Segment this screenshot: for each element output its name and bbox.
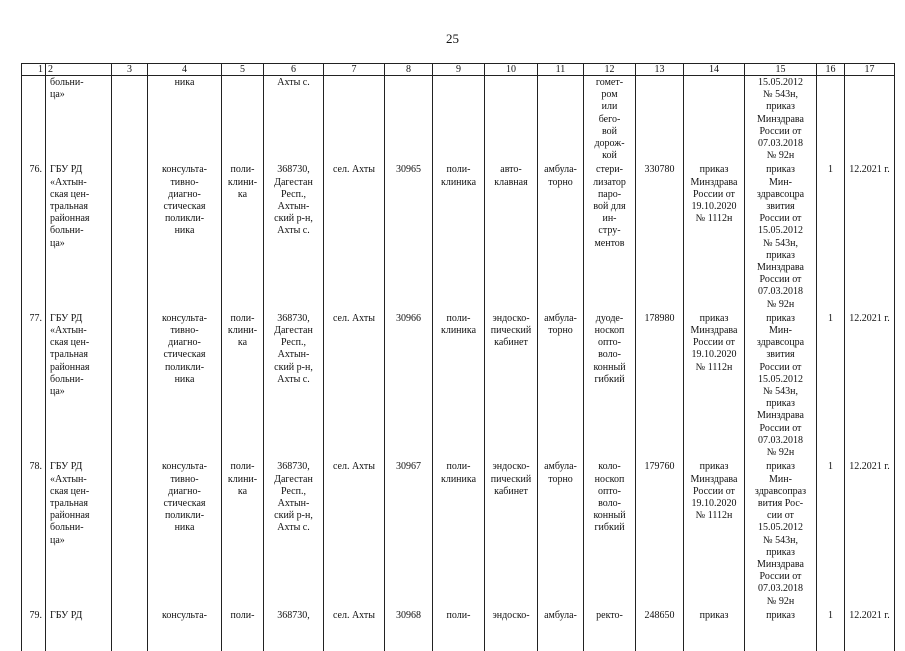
table-row-cell-14: приказ [684,609,745,651]
table-row [22,609,895,651]
table-row-cell-13: 330780 [636,163,684,311]
table-row-cell-4: консульта- тивно- диагно- стическая поликли- ника [148,312,222,460]
table-row-cell-17: 12.2021 г. [845,312,895,460]
table-row-cell-8: 30966 [385,312,433,460]
header-row-cell-4: 4 [148,64,222,76]
table-row-cell-8: 30967 [385,460,433,608]
table-row [22,163,895,311]
table-row-cell-9: поли- [433,609,485,651]
table-row-cell-1: 78. [22,460,46,608]
table-row-cell-7: сел. Ахты [324,609,385,651]
table-row-cell-16: 1 [817,609,845,651]
continuation-row-cell-17 [845,76,895,164]
header-row-cell-10: 10 [485,64,538,76]
table-row-cell-15: приказ Мин- здравсоцра звития России от 15.05.2012 № 543н, приказ Минздрава России от 07.03.2018 № 92н [745,163,817,311]
table-row-cell-11: амбула- торно [538,312,584,460]
continuation-row [22,76,895,164]
header-row-cell-16: 16 [817,64,845,76]
table-row-cell-16: 1 [817,312,845,460]
table-row-cell-1: 79. [22,609,46,651]
header-row-cell-8: 8 [385,64,433,76]
continuation-row-cell-12: гомет- ром или бего- вой дорож- кой [584,76,636,164]
header-row-cell-11: 11 [538,64,584,76]
table-row-cell-12: коло- носкоп опто- воло- конный гибкий [584,460,636,608]
table-row-cell-11: амбула- [538,609,584,651]
continuation-row-cell-9 [433,76,485,164]
table-row-cell-6: 368730, Дагестан Респ., Ахтын- ский р-н, Ахты с. [264,460,324,608]
header-row-cell-12: 12 [584,64,636,76]
table-row-cell-2: ГБУ РД «Ахтын- ская цен- тральная районная больни- ца» [46,163,112,311]
table-row-cell-13: 248650 [636,609,684,651]
continuation-row-cell-7 [324,76,385,164]
table-row-cell-17: 12.2021 г. [845,609,895,651]
header-row-cell-7: 7 [324,64,385,76]
table-row-cell-16: 1 [817,163,845,311]
table-row-cell-14: приказ Минздрава России от 19.10.2020 № 1112н [684,163,745,311]
header-row-cell-3: 3 [112,64,148,76]
table-row-cell-5: поли- клини- ка [222,163,264,311]
table-row-cell-4: консульта- тивно- диагно- стическая поликли- ника [148,163,222,311]
header-row-cell-1: 1 [22,64,46,76]
page-number: 25 [446,31,459,46]
continuation-row-cell-10 [485,76,538,164]
table-row-cell-14: приказ Минздрава России от 19.10.2020 № 1112н [684,312,745,460]
table-row-cell-11: амбула- торно [538,163,584,311]
table-row-cell-10: авто- клавная [485,163,538,311]
table-row-cell-1: 76. [22,163,46,311]
header-row-cell-14: 14 [684,64,745,76]
header-row-cell-2: 2 [46,64,112,76]
table-row-cell-15: приказ [745,609,817,651]
table-row-cell-10: эндоско- пический кабинет [485,460,538,608]
table-row-cell-15: приказ Мин- здравсопраз вития Рос- сии от 15.05.2012 № 543н, приказ Минздрава России от 07.03.2018 № 92н [745,460,817,608]
table-row-cell-6: 368730, [264,609,324,651]
continuation-row-cell-6: Ахты с. [264,76,324,164]
header-row-cell-6: 6 [264,64,324,76]
table-row-cell-4: консульта- [148,609,222,651]
table-row-cell-5: поли- клини- ка [222,460,264,608]
table-row-cell-4: консульта- тивно- диагно- стическая поликли- ника [148,460,222,608]
table-row-cell-15: приказ Мин- здравсоцра звития России от 15.05.2012 № 543н, приказ Минздрава России от 07.03.2018 № 92н [745,312,817,460]
table-row-cell-2: ГБУ РД «Ахтын- ская цен- тральная районная больни- ца» [46,312,112,460]
header-row [22,64,895,76]
continuation-row-cell-14 [684,76,745,164]
continuation-row-cell-1 [22,76,46,164]
table-row-cell-13: 178980 [636,312,684,460]
header-row-cell-17: 17 [845,64,895,76]
table-row-cell-3 [112,312,148,460]
table-row-cell-10: эндоско- [485,609,538,651]
continuation-row-cell-2: больни- ца» [46,76,112,164]
table-row-cell-10: эндоско- пический кабинет [485,312,538,460]
continuation-row-cell-15: 15.05.2012 № 543н, приказ Минздрава России от 07.03.2018 № 92н [745,76,817,164]
header-row-cell-15: 15 [745,64,817,76]
table-row-cell-14: приказ Минздрава России от 19.10.2020 № 1112н [684,460,745,608]
table-row-cell-7: сел. Ахты [324,312,385,460]
continuation-row-cell-8 [385,76,433,164]
table-row-cell-8: 30968 [385,609,433,651]
table-row-cell-13: 179760 [636,460,684,608]
continuation-row-cell-16 [817,76,845,164]
continuation-row-cell-3 [112,76,148,164]
table-row-cell-7: сел. Ахты [324,460,385,608]
table-row-cell-3 [112,609,148,651]
table-row-cell-9: поли- клиника [433,312,485,460]
continuation-row-cell-4: ника [148,76,222,164]
table-row-cell-12: дуоде- носкоп опто- воло- конный гибкий [584,312,636,460]
equipment-table [21,63,895,651]
table-row-cell-9: поли- клиника [433,163,485,311]
table-row-cell-6: 368730, Дагестан Респ., Ахтын- ский р-н, Ахты с. [264,312,324,460]
table-row-cell-2: ГБУ РД «Ахтын- ская цен- тральная районная больни- ца» [46,460,112,608]
table-row-cell-9: поли- клиника [433,460,485,608]
table-row-cell-17: 12.2021 г. [845,460,895,608]
table-row-cell-12: ректо- [584,609,636,651]
table-row-cell-1: 77. [22,312,46,460]
table-row [22,312,895,460]
continuation-row-cell-5 [222,76,264,164]
header-row-cell-9: 9 [433,64,485,76]
table-row-cell-3 [112,163,148,311]
table-row-cell-6: 368730, Дагестан Респ., Ахтын- ский р-н, Ахты с. [264,163,324,311]
table-row-cell-17: 12.2021 г. [845,163,895,311]
header-row-cell-13: 13 [636,64,684,76]
table-row-cell-3 [112,460,148,608]
continuation-row-cell-11 [538,76,584,164]
table-row-cell-8: 30965 [385,163,433,311]
table-row [22,460,895,608]
header-row-cell-5: 5 [222,64,264,76]
table-row-cell-7: сел. Ахты [324,163,385,311]
table-row-cell-2: ГБУ РД [46,609,112,651]
continuation-row-cell-13 [636,76,684,164]
table-row-cell-11: амбула- торно [538,460,584,608]
table-row-cell-16: 1 [817,460,845,608]
table-row-cell-5: поли- [222,609,264,651]
table-row-cell-5: поли- клини- ка [222,312,264,460]
table-row-cell-12: стери- лизатор паро- вой для ин- стру- ментов [584,163,636,311]
